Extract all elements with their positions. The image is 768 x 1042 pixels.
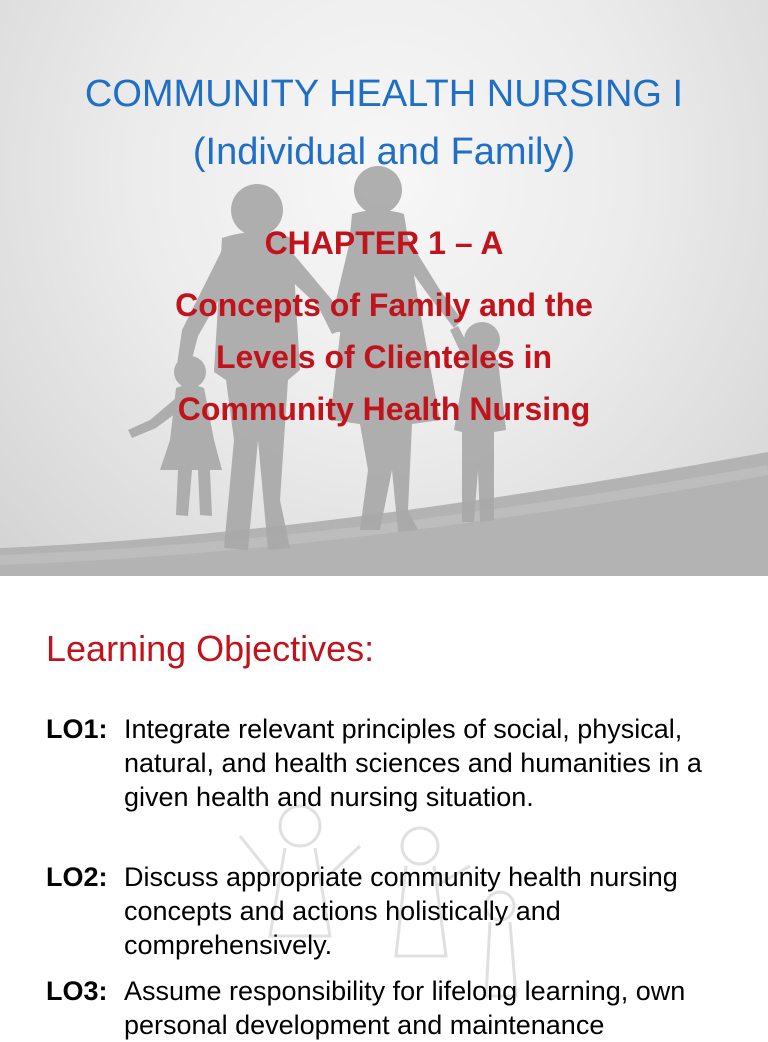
objective-item — [46, 860, 736, 962]
chapter-title-line-1: Concepts of Family and the — [175, 287, 593, 323]
chapter-heading: CHAPTER 1 – A — [264, 225, 504, 261]
objective-item — [46, 974, 736, 1042]
objective-text: Discuss appropriate community health nursing concepts and actions holistically and comprehensively. — [124, 862, 678, 960]
objective-item — [46, 712, 736, 814]
objective-text: Assume responsibility for lifelong learning, own personal development and maintenance — [124, 976, 686, 1040]
chapter-title-line-2: Levels of Clienteles in — [215, 339, 553, 375]
course-title: COMMUNITY HEALTH NURSING I — [84, 73, 684, 115]
learning-objectives-heading: Learning Objectives: — [46, 628, 375, 669]
course-subtitle: (Individual and Family) — [192, 131, 576, 173]
objective-code: LO2: — [46, 862, 108, 892]
objective-code: LO1: — [46, 714, 108, 744]
learning-objectives-slide — [0, 576, 768, 1040]
objective-code: LO3: — [46, 976, 108, 1006]
objective-text: Integrate relevant principles of social, physical, natural, and health sciences and humanities in a given health and nursing situation. — [124, 714, 702, 812]
chapter-title-line-3: Community Health Nursing — [177, 391, 591, 427]
